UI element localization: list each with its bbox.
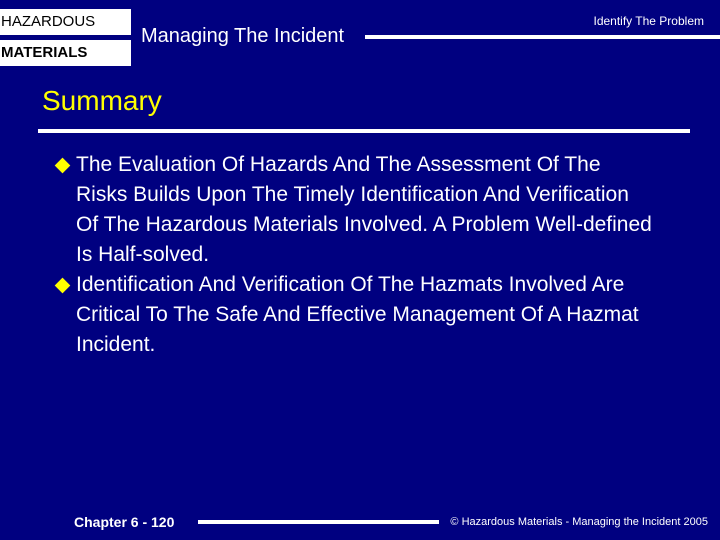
- course-title: Managing The Incident: [141, 25, 345, 47]
- slide-title: Summary: [42, 85, 162, 116]
- hazmat-logo: [0, 9, 131, 67]
- bullet-text: Identification And Verification Of The Hazmats Involved Are Critical To The Safe And Effective Management Of A Hazmat Incident.: [76, 273, 639, 356]
- bullet-list: [56, 150, 656, 360]
- bullet-item: [56, 150, 656, 270]
- diamond-bullet-icon: [55, 158, 71, 174]
- copyright-notice: © Hazardous Materials - Managing the Incident 2005: [450, 516, 708, 528]
- footer-divider: [198, 520, 439, 524]
- diamond-bullet-icon: [55, 278, 71, 294]
- logo-line-hazardous: HAZARDOUS: [0, 9, 131, 35]
- title-divider: [38, 129, 690, 133]
- chapter-page-number: Chapter 6 - 120: [74, 514, 175, 530]
- bullet-text: The Evaluation Of Hazards And The Assessment Of The Risks Builds Upon The Timely Identification And Verification Of The Hazardous Materials Involved. A Problem Well-defined Is Half-solved.: [76, 153, 652, 266]
- section-label: Identify The Problem: [593, 14, 704, 28]
- bullet-item: [56, 270, 656, 360]
- logo-line-materials: MATERIALS: [0, 40, 131, 66]
- header-divider: [365, 35, 720, 39]
